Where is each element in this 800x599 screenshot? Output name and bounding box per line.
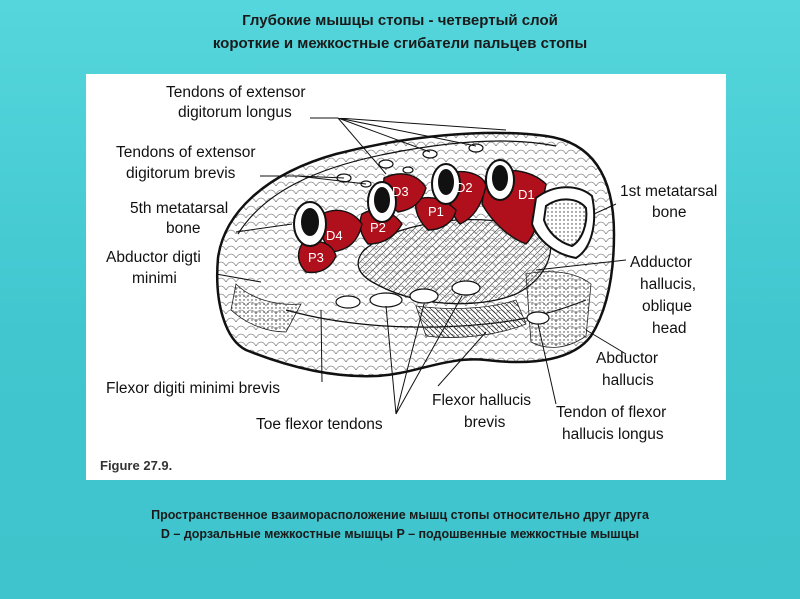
label-adductor-hallucis-4: head	[652, 320, 687, 337]
label-extensor-brevis-2: digitorum brevis	[126, 165, 236, 182]
label-extensor-longus-1: Tendons of extensor	[166, 84, 306, 101]
label-adductor-hallucis-3: oblique	[642, 298, 692, 315]
label-fhl-tendon-2: hallucis longus	[562, 426, 664, 443]
label-extensor-longus-2: digitorum longus	[178, 104, 292, 121]
label-toe-flexor-tendons: Toe flexor tendons	[256, 416, 383, 433]
label-p3: P3	[308, 250, 324, 265]
figure-number: Figure 27.9.	[100, 458, 173, 473]
label-abductor-hallucis-2: hallucis	[602, 372, 654, 389]
caption-line-1: Пространственное взаиморасположение мышц стопы относительно друг друга	[151, 508, 649, 522]
label-adductor-hallucis-1: Adductor	[630, 254, 693, 271]
label-fifth-metatarsal-2: bone	[166, 220, 201, 237]
label-fifth-metatarsal-1: 5th metatarsal	[130, 200, 229, 217]
label-d3: D3	[392, 184, 409, 199]
label-d1: D1	[518, 187, 535, 202]
label-fhl-tendon-1: Tendon of flexor	[556, 404, 667, 421]
label-p1: P1	[428, 204, 444, 219]
caption-line-2: D – дорзальные межкостные мышцы P – подошвенные межкостные мышцы	[160, 527, 640, 541]
label-flexor-hallucis-brevis-2: brevis	[464, 414, 506, 431]
slide-subtitle: короткие и межкостные сгибатели пальцев стопы	[212, 35, 588, 52]
label-abductor-digiti-minimi-2: minimi	[132, 270, 177, 287]
abductor-dots-region	[526, 272, 591, 348]
label-p2: P2	[370, 220, 386, 235]
label-flexor-digiti-minimi-brevis: Flexor digiti minimi brevis	[106, 380, 280, 397]
figure-panel	[86, 74, 726, 480]
label-first-metatarsal-1: 1st metatarsal	[620, 183, 718, 200]
label-d4: D4	[326, 228, 343, 243]
label-extensor-brevis-1: Tendons of extensor	[116, 144, 256, 161]
flexor-hallucis-longus-tendon	[527, 312, 549, 324]
label-adductor-hallucis-2: hallucis,	[640, 276, 696, 293]
label-d2: D2	[456, 180, 473, 195]
label-abductor-hallucis-1: Abductor	[596, 350, 659, 367]
label-abductor-digiti-minimi-1: Abductor digti	[106, 249, 201, 266]
slide-title: Глубокие мышцы стопы - четвертый слой	[242, 12, 558, 29]
label-first-metatarsal-2: bone	[652, 204, 687, 221]
label-flexor-hallucis-brevis-1: Flexor hallucis	[432, 392, 532, 409]
